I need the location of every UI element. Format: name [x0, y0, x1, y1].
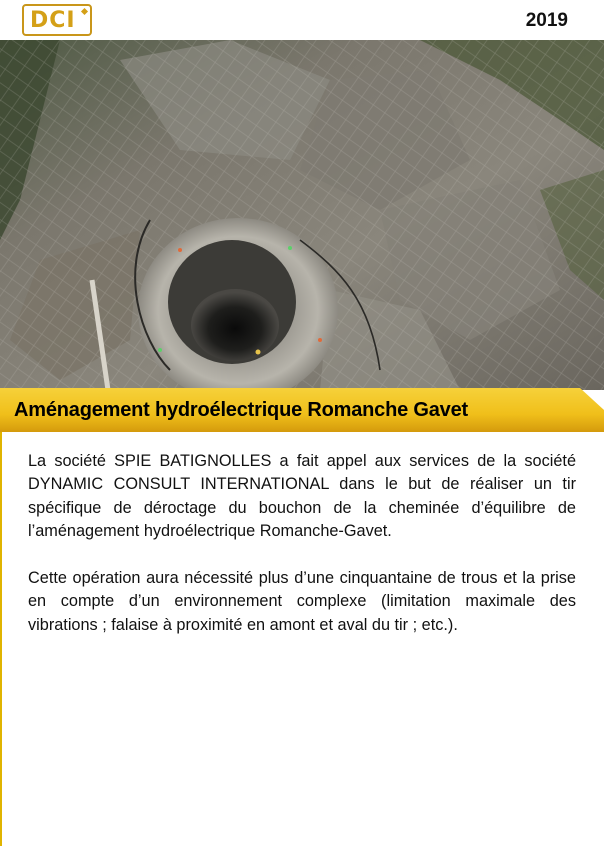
paragraph-1: La société SPIE BATIGNOLLES a fait appel aux services de la société DYNAMIC CONSULT INTERNATIONAL dans le but de réaliser un tir spécifique de déroctage du bouchon de la cheminée d’équilibre de l’aménagement hydroélectrique Romanche-Gavet. [28, 452, 576, 541]
year-label: 2019 [525, 10, 568, 31]
body-text [28, 450, 576, 661]
dci-logo [22, 4, 92, 36]
title-band [0, 388, 604, 432]
rock-shaft-photo-icon [0, 40, 604, 390]
page-title: Aménagement hydroélectrique Romanche Gavet [14, 399, 468, 421]
body-content [0, 432, 604, 846]
site-photo [0, 40, 604, 390]
logo-text: DCI [30, 8, 76, 33]
page-header [0, 0, 604, 40]
paragraph-2: Cette opération aura nécessité plus d’une cinquantaine de trous et la prise en compte d’un environnement complexe (limitation maximale des vibrations ; falaise à proximité en amont et aval du tir ; etc.). [28, 569, 576, 634]
left-accent-rule [0, 432, 2, 846]
logo-spark-icon [81, 8, 88, 15]
